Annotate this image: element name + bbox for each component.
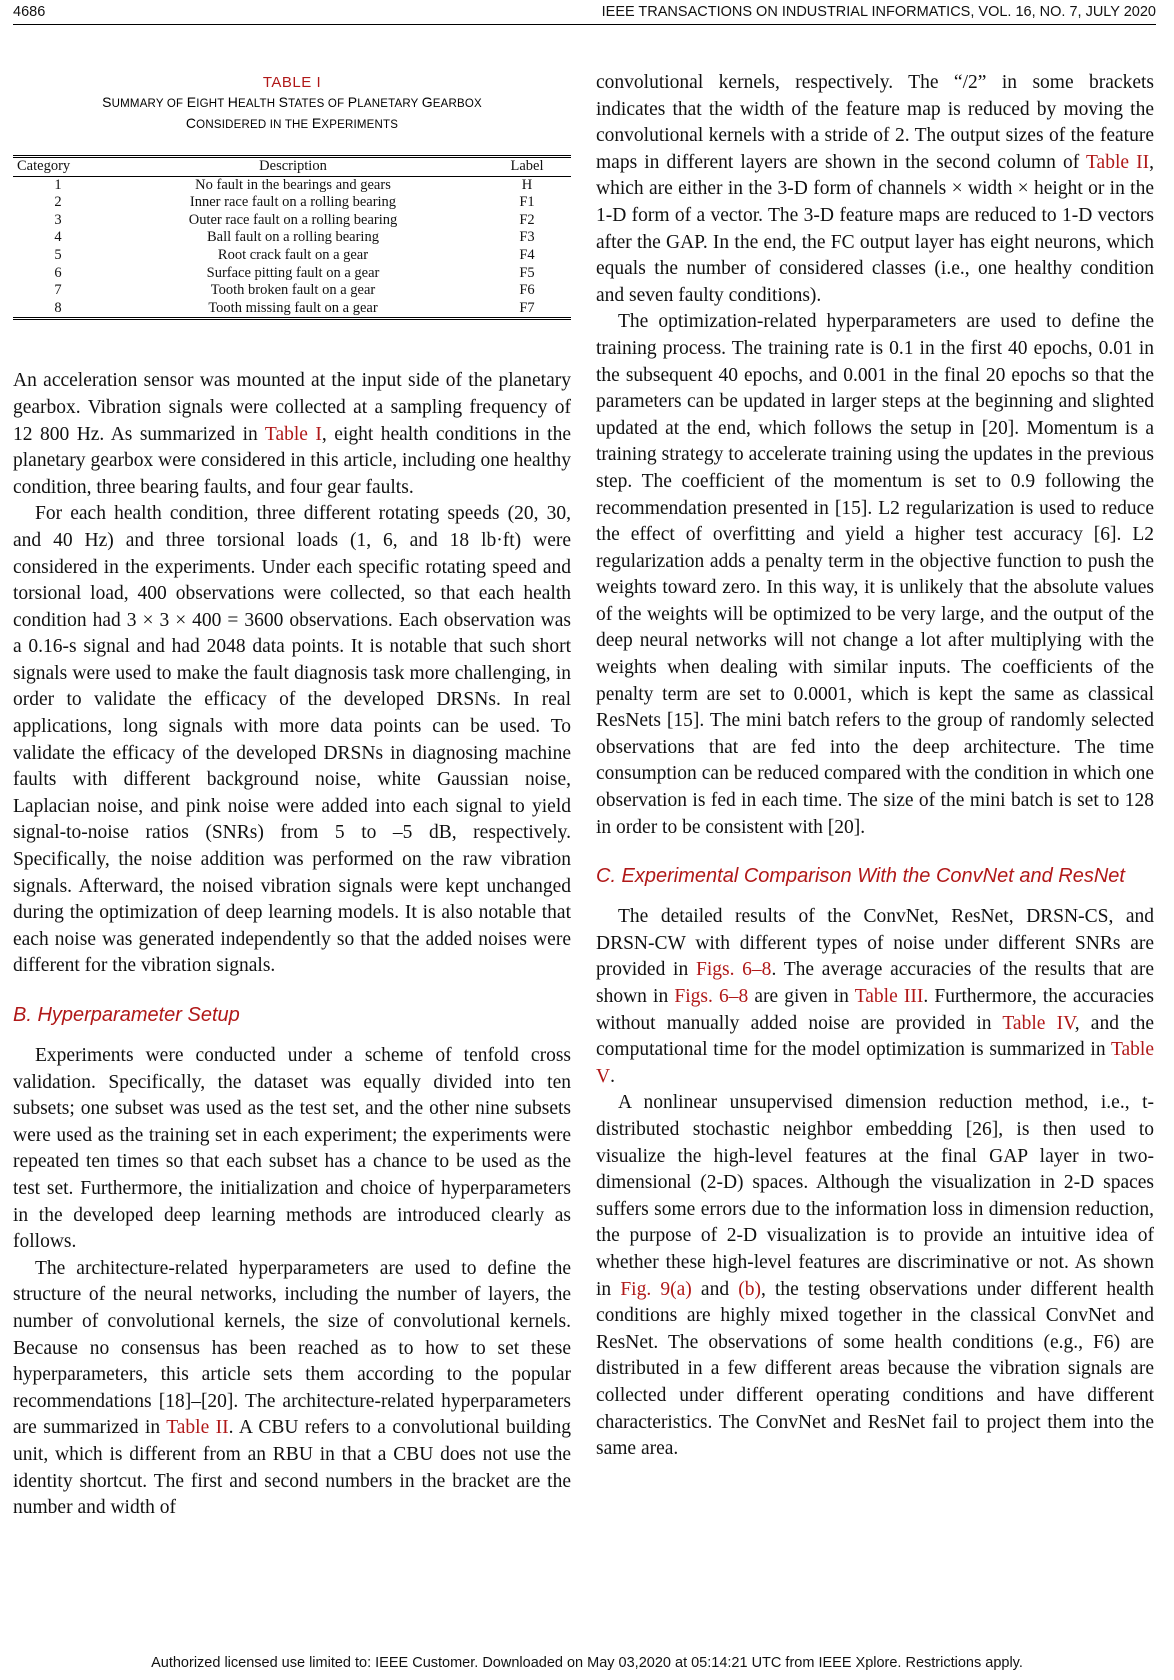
cell-label: F4 [519,246,535,263]
cell-description: Surface pitting fault on a gear [206,264,380,281]
table-row [13,212,571,230]
paragraph: For each health condition, three different rotating speeds (20, 30, and 40 Hz) and three torsional loads (1, 6, and 18 lb·ft) were considered in the experiments. Under each specific rotating speed and torsional load, 400 observations were collected, so that each health condition had 3 × 3 × 400 = 3600 observations. Each observation was a 0.16-s signal and had 2048 data points. It is notable that such short signals were used to make the fault diagnosis task more challenging, in order to validate the efficacy of the developed DRSNs. In real applications, long signals with more data points can be used. To validate the efficacy of the developed DRSNs in diagnosing machine faults with different background noise, white Gaussian noise, Laplacian noise, and pink noise were added into each signal to yield signal-to-noise ratios (SNRs) from 5 to –5 dB, respectively. Specifically, the noise addition was performed on the raw vibration signals. Afterward, the noised vibration signals were kept unchanged during the optimization of deep learning models. It is also notable that each noise was generated independently so that the added noises were different for the vibration signals. [13,503,571,977]
cell-category: 6 [54,264,62,281]
table-row [13,247,571,265]
health-states-table [13,155,571,320]
table-row [13,194,571,212]
paragraph [13,368,571,501]
paragraph: The optimization-related hyperparameters are used to define the training process. The training rate is 0.1 in the first 40 epochs, 0.01 in the subsequent 40 epochs, and 0.001 in the final 20 epochs so that the parameters can be updated in larger steps at the beginning and slighted updated at the end, which follows the setup in [20]. Momentum is a training strategy to accelerate training using the updates in the previous step. The coefficient of the momentum is set to 0.9 following the recommendation presented in [15]. L2 regularization is used to reduce the effect of overfitting and yield a higher test accuracy [6]. L2 regularization adds a penalty term in the objective function to push the weights toward zero. In this way, it is unlikely that the absolute values of the weights will be optimized to be very large, and the output of the deep neural networks will not change a lot after multiplying with the weights when dealing with similar inputs. The coefficients of the penalty term are set to 0.0001, which is kept the same as classical ResNets [15]. The mini batch refers to the group of randomly selected observations that are fed into the deep architecture. The time consumption can be reduced compared with the condition in which one observation is fed in each time. The size of the mini batch is set to 128 in order to be consistent with [20]. [596,311,1154,838]
cell-label: F6 [519,282,535,299]
text-run: , and the computational time for the model optimization is summarized in [596,1012,1155,1061]
table-link[interactable]: Table I [264,423,322,445]
cell-category: 1 [54,176,62,193]
cell-category: 3 [54,211,62,228]
paragraph: Experiments were conducted under a scheme of tenfold cross validation. Specifically, the dataset was equally divided into ten subsets; one subset was used as the test set, and the other nine subsets were used as the training set in each experiment; the experiments were repeated ten times so that each subset has a chance to be used as the test set. Furthermore, the initialization and choice of hyperparameters in the developed deep learning methods are introduced clearly as follows. [13,1045,571,1253]
text-run: . Furthermore, the accuracies without manually added noise are provided in [596,986,1154,1034]
text-run: , which are either in the 3-D form of channels × width × height or in the 1-D form of a vector. The 3-D feature maps are reduced to 1-D vectors after the GAP. In the end, the FC output layer has eight neurons, which equals the number of considered classes (i.e., one healthy condition and seven faulty conditions). [596,151,1154,306]
figure-link[interactable]: Fig. 9(a) [620,1278,692,1300]
cell-category: 4 [54,229,62,246]
text-run: . The average accuracies of the results that are shown in [596,959,1155,1007]
table-row [13,176,571,194]
header-rule [13,24,1156,25]
cell-category: 5 [54,246,62,263]
cell-description: Root crack fault on a gear [217,246,369,263]
text-run: are given in [748,986,855,1007]
text-run: A nonlinear unsupervised dimension reduction method, i.e., t-distributed stochastic neighbor embedding [26], is then used to visualize the high-level features at the final GAP layer in two-dimensional (2-D) spaces. Although the visualization in 2-D spaces suffers some errors due to the information loss in dimension reduction, the purpose of 2-D visualization is to provide an intuitive idea of whether these high-level features are discriminative or not. As shown in [596,1092,1154,1300]
text-run: , the testing observations under different health conditions are highly mixed together in the classical ConvNet and ResNet. The observations of some health conditions (e.g., F6) are distributed in a few different areas because the vibration signals are collected under different operating conditions and have different characteristics. The ConvNet and ResNet fail to project them into the same area. [596,1278,1154,1460]
text-run: , eight health conditions in the planetary gearbox were considered in this article, including one healthy condition, three bearing faults, and four gear faults. [13,423,572,498]
figure-link[interactable]: Figs. 6–8 [674,986,749,1007]
cell-description: No fault in the bearings and gears [195,176,391,193]
paragraph [596,1090,1154,1462]
cell-label: F1 [519,194,535,211]
journal-title: IEEE TRANSACTIONS ON INDUSTRIAL INFORMATICS, VOL. 16, NO. 7, JULY 2020 [601,4,1156,20]
cell-label: F2 [519,211,535,228]
figure-link[interactable]: Figs. 6–8 [695,959,772,981]
cell-description: Outer race fault on a rolling bearing [188,211,398,228]
cell-category: 8 [54,299,62,316]
cell-category: 7 [54,282,62,299]
cell-category: 2 [54,194,62,211]
cell-description: Tooth missing fault on a gear [208,299,378,316]
table-row [13,265,571,283]
text-run: The detailed results of the ConvNet, ResNet, DRSN-CS, and DRSN-CW with different types of noise under different SNRs are provided in [596,906,1154,981]
figure-link[interactable]: (b) [738,1278,761,1300]
cell-label: H [521,176,533,193]
section-heading-c: C. Experimental Comparison With the ConvNet and ResNet [596,865,1125,888]
table-link[interactable]: Table V [596,1039,1154,1087]
table-row [13,229,571,247]
left-column [13,70,571,1522]
table-link[interactable]: Table II [166,1417,229,1439]
license-footer: Authorized licensed use limited to: IEEE Customer. Downloaded on May 03,2020 at 05:14:21 UTC from IEEE Xplore. Restrictions apply. [151,1655,1023,1671]
header-description: Description [259,158,327,174]
text-run: . [610,1065,615,1087]
cell-label: F3 [519,229,535,246]
text-run: The architecture-related hyperparameters are used to define the structure of the neural networks, including the number of layers, the number of convolutional kernels, the size of convolutional kernels. Because no consensus has been reached as to how to set these hyperparameters, this article sets them according to the popular recommendations [18]–[20]. The architecture-related hyperparameters are summarized in [13,1257,571,1439]
right-column [596,70,1154,1463]
paragraph [13,1256,571,1522]
cell-description: Ball fault on a rolling bearing [207,229,379,246]
table-link[interactable]: Table IV [1002,1012,1075,1034]
table-header-row [13,157,571,177]
text-run: and [691,1278,739,1300]
section-heading-b: B. Hyperparameter Setup [13,1004,240,1026]
paragraph [596,70,1154,309]
table-link[interactable]: Table III [854,986,924,1007]
cell-label: F5 [519,264,535,281]
cell-description: Tooth broken fault on a gear [210,282,376,299]
table-link[interactable]: Table II [1086,151,1150,173]
table-row [13,300,571,319]
running-header [13,4,1156,26]
paragraph [596,904,1154,1090]
header-category: Category [17,158,71,174]
text-run: convolutional kernels, respectively. The “/2” in some brackets indicates that the width of the feature map is reduced by moving the convolutional kernels with a stride of 2. The output sizes of the feature maps in different layers are shown in the second column of [596,72,1154,173]
cell-label: F7 [519,299,535,316]
table-number: TABLE I [262,74,322,91]
cell-description: Inner race fault on a rolling bearing [189,194,397,211]
table-row [13,282,571,300]
table-title: SUMMARY OF EIGHT HEALTH STATES OF PLANETARY GEARBOX CONSIDERED IN THE EXPERIMENTS [102,94,482,131]
page-number: 4686 [13,4,46,20]
header-label: Label [510,158,544,174]
text-run: . A CBU refers to a convolutional building unit, which is different from an RBU in that a CBU does not use the identity shortcut. The first and second numbers in the bracket are the number and width of [13,1417,572,1519]
table-caption [13,74,571,135]
text-run: An acceleration sensor was mounted at the input side of the planetary gearbox. Vibration signals were collected at a sampling frequency of 12 800 Hz. As summarized in [13,370,571,445]
